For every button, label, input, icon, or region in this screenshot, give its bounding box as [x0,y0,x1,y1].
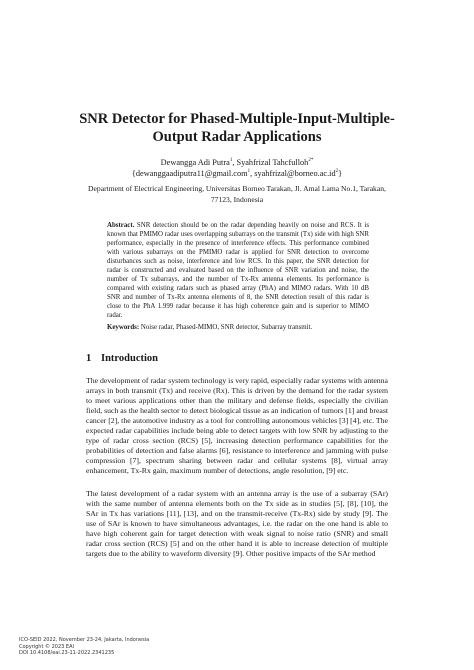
keywords-text: Noise radar, Phased-MIMO, SNR detector, Subarray transmit. [139,324,313,331]
email-2-mark: 2 [335,169,339,175]
author-1-mark: 1 [229,158,233,164]
email-1-mark: 1 [247,169,251,175]
author-separator: , [232,158,237,167]
affiliation [78,184,396,205]
keywords [107,323,369,332]
affiliation-line-2: 77123, Indonesia [210,194,264,204]
email-2: , syahfrizal@borneo.ac.id [250,169,336,178]
footer-conference: ICO-SEID 2022, November 23-24, Jakarta, Indonesia [19,637,150,643]
author-names [60,157,414,168]
paper-title [60,110,414,146]
author-block [60,157,414,179]
abstract-label: Abstract. [107,222,135,229]
affiliation-line-1: Department of Electrical Engineering, Universitas Borneo Tarakan, Jl. Amal Lama No.1, Tarakan, [88,184,386,193]
author-emails [60,168,414,179]
paragraph-2: The latest development of a radar system with an antenna array is the use of a subarray (SAr) with the same number of antenna elements both on the Tx side as in studies [5], [8], [10], the SAr in Tx has variations [11], [13], and on the transmit-receive (Tx-Rx) side by study [9]. The use of SAr is known to have simultaneous advantages, i.e. the radar on the one hand is able to have high coherent gain for target detection with weak signal to noise ratio (SNR) and small radar cross section (RCS) [5] and on the other hand it is able to increase detection of multiple targets due to the ability to waveform diversity [9]. Other positive impacts of the SAr method [86,489,388,559]
author-2-mark: 2* [308,158,314,164]
page-footer [19,637,149,657]
section-number: 1 [86,353,92,364]
author-2: Syahfrizal Tahcfulloh [236,158,309,167]
section-title: Introduction [101,353,158,364]
section-heading [86,353,158,364]
keywords-label: Keywords: [107,324,140,331]
email-1: {dewanggaadiputra11@gmail.com [131,169,248,178]
abstract-text: SNR detection should be on the radar depending heavily on noise and RCS. It is known that PMIMO radar uses overlapping subarrays on the transmit (Tx) side with high SNR performance, especially in the presence of interference effects. This performance combined with various subarrays on the PMIMO radar is applied for SNR detection to overcome disturbances such as noise, interference and low RCS. In this paper, the SNR detection for radar is constructed and evaluated based on the influence of SNR variation and noise, the number of Tx subarrays, and the number of Tx-Rx antenna elements. Its performance is compared with existing radars such as phased array (PhA) and MIMO radars. With 10 dB SNR and number of Tx-Rx antenna elements of 8, the SNR detection result of this radar is close to the PhA 1.999 radar because it has high coherence gain and is superior to MIMO radar. [107,222,369,320]
author-1: Dewangga Adi Putra [160,158,230,167]
title-line-2: Output Radar Applications [152,129,322,145]
title-line-1: SNR Detector for Phased-Multiple-Input-Multiple- [79,111,395,127]
paragraph-1: The development of radar system technology is very rapid, especially radar systems with antenna arrays in both transmit (Tx) and receive (Rx). This is driven by the demand for the radar system to meet various applications other than the military and defense fields, especially the civilian field, such as the health sector to detect biological tissue as an indication of tumors [1] and breast cancer [2], the automotive industry as a tool for controlling autonomous vehicles [3] [4], etc. The expected radar capabilities include being able to detect targets with low SNR by adjusting to the type of radar cross section (RCS) [5], increasing detection performance capabilities for the probabilities of detection and false alarms [6], resistance to interference and jamming with pulse compression [7], spectrum sharing between radar and cellular systems [8], virtual array enhancement, Tx-Rx gain, maximum number of detections, angle resolution, [9] etc. [86,376,388,476]
footer-copyright: Copyright © 2023 EAI [19,643,74,650]
abstract [107,221,369,321]
email-close: } [338,169,343,178]
footer-doi: DOI 10.4108/eai.23-11-2022.2341235 [19,650,115,657]
